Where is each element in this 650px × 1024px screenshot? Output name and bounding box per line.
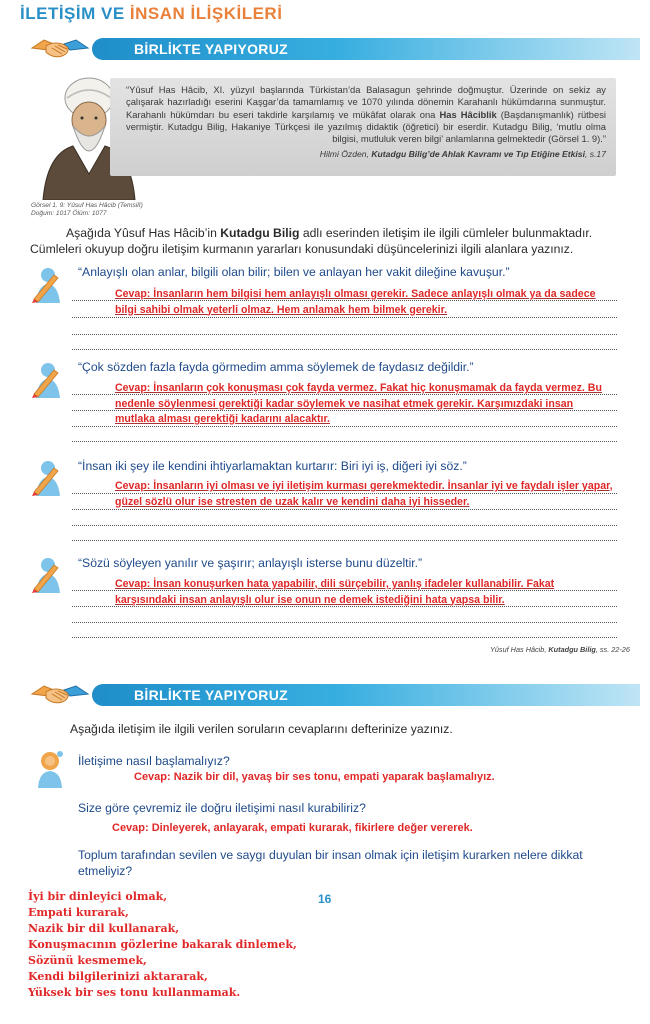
answer-3: Cevap: İnsanların iyi olması ve iyi iletişim kurması gerekmektedir. İnsanlar iyi ve faydalı işler yapar, güzel sözlü olur ise stresten de uzak kalır ve kendini daha iyi hisseder. — [115, 480, 613, 508]
question-quote-1: “Anlayışlı olan anlar, bilgili olan bilir; bilen ve anlayan her vakit dileğine kavuşur.” — [78, 265, 510, 279]
answer-1: Cevap: İnsanların hem bilgisi hem anlayışlı olması gerekir. Sadece anlayışlı olmak ya da sadece bilgi sahibi olmak yeterli olmaz. Hem anlamak hem bilmek gerekir. — [115, 288, 596, 316]
page-header — [20, 4, 282, 24]
answer-line — [72, 493, 617, 494]
answer2-1: Cevap: Nazik bir dil, yavaş bir ses tonu, empati yaparak başlamalıyız. — [134, 771, 495, 783]
quote-box — [110, 78, 616, 176]
handwritten-answer-list — [28, 889, 297, 1001]
caption-line-1: Görsel 1. 9: Yûsuf Has Hâcib (Temsilî) — [31, 202, 143, 209]
quote-source-page: , s.17 — [584, 149, 606, 160]
intro-bold: Kutadgu Bilig — [220, 226, 300, 240]
list-item: Sözünü kesmemek, — [28, 954, 147, 967]
header-part2: İNSAN İLİŞKİLERİ — [129, 4, 283, 23]
list-item: Konuşmacının gözlerine bakarak dinlemek, — [28, 938, 297, 951]
answer2-2: Cevap: Dinleyerek, anlayarak, empati kurarak, fikirlere değer vererek. — [112, 822, 473, 834]
answer-line — [72, 606, 617, 607]
header-part1: İLETİŞİM VE — [20, 4, 130, 23]
section-title-bar — [92, 684, 640, 706]
answer-line — [72, 540, 617, 541]
question-quote-2: “Çok sözden fazla fayda görmedim amma söylemek de faydasız değildir.” — [78, 360, 474, 374]
question2-3: Toplum tarafından sevilen ve saygı duyulan bir insan olmak için iletişim kurarken nelere dikkat etmeliyiz? — [78, 848, 583, 878]
caption-line-2: Doğum: 1017 Ölüm: 1077 — [31, 210, 107, 217]
section-heading-2 — [30, 680, 640, 710]
answer-line — [72, 317, 617, 318]
quote-source-author: Hilmi Özden, — [319, 149, 372, 160]
answer-line — [72, 334, 617, 335]
section-title: BİRLİKTE YAPIYORUZ — [134, 687, 288, 703]
page-number: 16 — [318, 892, 332, 906]
writing-student-icon — [30, 360, 66, 400]
section-title: BİRLİKTE YAPIYORUZ — [134, 41, 288, 57]
answer-4: Cevap: İnsan konuşurken hata yapabilir, dili sürçebilir, yanlış ifadeler kullanabilir. Fakat karşısındaki insan anlayışlı olur ise onun ne demek istediğini hata yapsa bilir. — [115, 578, 555, 606]
writing-student-icon — [30, 265, 66, 305]
answer-line — [72, 394, 617, 395]
answer-line — [72, 509, 617, 510]
handshake-icon — [30, 34, 90, 64]
quote-bold-term: Has Hâciblik — [439, 108, 497, 120]
reference-citation — [490, 645, 630, 654]
intro-paragraph-2: Aşağıda iletişim ile ilgili verilen soruların cevaplarını defterinize yazınız. — [70, 722, 453, 736]
list-item: Kendi bilgilerinizi aktararak, — [28, 970, 208, 983]
section-heading-1 — [30, 34, 640, 64]
answer-line — [72, 426, 617, 427]
quote-text-part1: “Yûsuf Has Hâcib, XI. yüzyıl başlarında Türkistan’da Balasagun şehrinde doğmuştur. Üzerinde on sekiz ay çalışarak hazırladığı eserini Kaşgar’da tamamlamış ve 1070 yılında dönemin Karahanlı hükümdarına sunmuştur. Karahanlı hükümdarı bu eseri takdirle karşılamış ve mükâfat olarak ona — [126, 84, 606, 120]
list-item: İyi bir dinleyici olmak, — [28, 890, 168, 903]
list-item: Nazik bir dil kullanarak, — [28, 922, 180, 935]
question-quote-4: “Sözü söyleyen yanılır ve şaşırır; anlayışlı isterse bunu düzeltir.” — [78, 556, 423, 570]
question-quote-3: “İnsan iki şey ile kendini ihtiyarlamaktan kurtarır: Biri iyi iş, diğeri iyi söz.” — [78, 459, 467, 473]
answer-line — [72, 410, 617, 411]
quote-source — [126, 148, 606, 160]
question2-2: Size göre çevremiz ile doğru iletişimi nasıl kurabiliriz? — [78, 801, 366, 815]
list-item: Empati kurarak, — [28, 906, 129, 919]
answer-line — [72, 349, 617, 350]
reference-title: Kutadgu Bilig — [548, 645, 596, 654]
writing-student-icon — [30, 458, 66, 498]
writing-student-icon — [30, 555, 66, 595]
question2-1: İletişime nasıl başlamalıyız? — [78, 754, 230, 768]
answer-line — [72, 622, 617, 623]
intro-text-1: Aşağıda Yûsuf Has Hâcib’in — [66, 226, 221, 240]
answer-2: Cevap: İnsanların çok konuşması çok fayda vermez. Fakat hiç konuşmamak da fayda vermez. Bu nedenle söylenmesi gerektiği kadar söylemek ve nasihat etmek gerekir. Karşımızdaki insan mutlaka alması gerektiği kadarını alacaktır. — [115, 382, 602, 425]
answer-line — [72, 525, 617, 526]
answer-line — [72, 590, 617, 591]
answer-line — [72, 300, 617, 301]
thinking-student-icon — [33, 748, 67, 788]
intro-text-2: adlı eserinden iletişim ile ilgili cümleler bulunmaktadır. Cümleleri okuyup doğru iletişim kurmanın yararları konusundaki düşüncelerinizi ilgili alanlara yazınız. — [30, 226, 593, 256]
answer-line — [72, 637, 617, 638]
intro-paragraph — [30, 225, 620, 257]
quote-source-title: Kutadgu Bilig’de Ahlak Kavramı ve Tıp Etiğine Etkisi — [371, 149, 585, 160]
answer-line — [72, 441, 617, 442]
quote-text-part2: (Başdanışmanlık) rütbesi vermiştir. Kutadgu Bilig, Hakaniye Türkçesi ile yazılmış didaktik (öğretici) bir eserdir. Kutadgu Bilig, ‘mutlu olma bilgisi, mutluluk veren bilgi’ anlamlarına gelmektedir (Görsel 1. 9).” — [126, 108, 606, 145]
image-caption — [31, 202, 143, 218]
reference-author: Yûsuf Has Hâcib, — [490, 645, 549, 654]
list-item: Yüksek bir ses tonu kullanmamak. — [28, 986, 241, 999]
section-title-bar — [92, 38, 640, 60]
reference-pages: , ss. 22-26 — [595, 645, 630, 654]
quote-text — [126, 84, 606, 145]
handshake-icon — [30, 680, 90, 710]
